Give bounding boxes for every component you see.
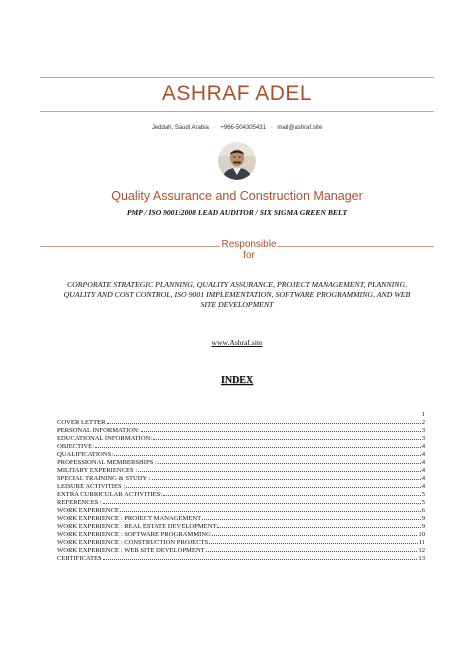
responsibilities-heading: Responsible for xyxy=(221,239,277,261)
toc-dot-leader xyxy=(209,539,417,544)
toc-entry-title: EXTRA CURRICULAR ACTIVITIES: xyxy=(57,491,163,498)
section-divider-right xyxy=(278,246,434,247)
toc-entry-page: 4 xyxy=(421,443,425,450)
website-line xyxy=(0,338,474,347)
toc-dot-leader xyxy=(95,443,421,448)
toc-entry[interactable] xyxy=(57,491,425,499)
toc-first-page-number: 1 xyxy=(421,411,425,418)
toc-dot-leader xyxy=(153,435,421,440)
contact-location: Jeddah, Saudi Arabia xyxy=(151,125,209,131)
toc-entry[interactable] xyxy=(57,419,425,427)
toc-entry-title: PERSONAL INFORMATION: xyxy=(57,427,140,434)
separator-icon: ◦ xyxy=(213,125,216,131)
toc-dot-leader xyxy=(212,531,418,536)
toc-entry-page: 4 xyxy=(421,451,425,458)
toc-entry[interactable] xyxy=(57,539,425,547)
toc-entry[interactable] xyxy=(57,451,425,459)
toc-entry-title: WORK EXPERIENCE : WEB SITE DEVELOPMENT xyxy=(57,547,205,554)
toc-entry[interactable] xyxy=(57,499,425,507)
toc-entry[interactable] xyxy=(57,467,425,475)
toc-entry-title: OBJECTIVE: xyxy=(57,443,94,450)
toc-dot-leader xyxy=(202,515,420,520)
profile-photo-image xyxy=(218,142,256,180)
toc-entry-page: 2 xyxy=(421,419,425,426)
toc-entry-title: COVER LETTER xyxy=(57,419,106,426)
toc-dot-leader xyxy=(120,507,421,512)
toc-dot-leader xyxy=(163,491,421,496)
toc-entry-page: 9 xyxy=(421,523,425,530)
toc-entry-page: 3 xyxy=(421,427,425,434)
toc-dot-leader xyxy=(138,467,421,472)
toc-entry-title: QUALIFICATIONS: xyxy=(57,451,114,458)
toc-entry-title: MILITARY EXPERIENCES : xyxy=(57,467,138,474)
toc-entry-title: PROFESSIONAL MEMBERSHIPS : xyxy=(57,459,157,466)
table-of-contents xyxy=(57,411,425,563)
toc-entry-title: WORK EXPERIENCE : SOFTWARE PROGRAMMING xyxy=(57,531,211,538)
toc-dot-leader xyxy=(217,523,420,528)
responsibilities-summary: CORPORATE STRATEGIC PLANNING, QUALITY ASSURANCE, PROJECT MANAGEMENT, PLANNING, QUALITY AND COST CONTROL, ISO 9001 IMPLEMENTATION, SOFTWARE PROGRAMMING, AND WEB SITE DEVELOPMENT xyxy=(63,280,411,309)
toc-entry[interactable] xyxy=(57,515,425,523)
toc-dot-leader xyxy=(103,499,421,504)
toc-entry-title: EDUCATIONAL INFORMATION: xyxy=(57,435,153,442)
certifications: PMP / ISO 9001:2008 LEAD AUDITOR / SIX SIGMA GREEN BELT xyxy=(126,208,348,217)
toc-dot-leader xyxy=(152,475,421,480)
toc-dot-leader xyxy=(158,459,421,464)
toc-dot-leader xyxy=(114,451,421,456)
toc-dot-leader xyxy=(141,427,421,432)
toc-entry-title: SPECIAL TRAINING & STUDY : xyxy=(57,475,151,482)
contact-email[interactable]: mail@ashraf.site xyxy=(277,125,323,131)
toc-entry[interactable] xyxy=(57,555,425,563)
toc-entry-page: 4 xyxy=(421,483,425,490)
toc-entry[interactable] xyxy=(57,427,425,435)
toc-entry-page: 6 xyxy=(421,507,425,514)
toc-entry-title: WORK EXPERIENCE : CONSTRUCTION PROJECTS xyxy=(57,539,209,546)
toc-entry-title: WORK EXPERIENCE : PROJECT MANAGEMENT xyxy=(57,515,202,522)
toc-entry-title: LEISURE ACTIVITIES : xyxy=(57,483,126,490)
toc-entry-page: 4 xyxy=(421,475,425,482)
section-divider-left xyxy=(40,246,220,247)
toc-entry-page: 5 xyxy=(421,491,425,498)
toc-entry-page: 10 xyxy=(418,531,425,538)
toc-entry[interactable] xyxy=(57,443,425,451)
profile-photo xyxy=(218,142,256,180)
job-title: Quality Assurance and Construction Manager xyxy=(111,189,363,203)
toc-entry[interactable] xyxy=(57,531,425,539)
header-top-rule xyxy=(40,77,434,78)
toc-entry[interactable] xyxy=(57,459,425,467)
toc-dot-leader xyxy=(103,555,418,560)
toc-entry-page: 4 xyxy=(421,467,425,474)
toc-entry[interactable] xyxy=(57,475,425,483)
toc-entry[interactable] xyxy=(57,523,425,531)
toc-entry-title: CERTIFICATES xyxy=(57,555,102,562)
toc-entry[interactable] xyxy=(57,435,425,443)
toc-entry-page: 9 xyxy=(421,515,425,522)
contact-phone: +966-504305431 xyxy=(220,125,266,131)
toc-entry-page: 5 xyxy=(421,499,425,506)
toc-entries xyxy=(57,419,425,563)
index-heading: INDEX xyxy=(220,375,254,386)
toc-entry[interactable] xyxy=(57,507,425,515)
toc-entry-title: WORK EXPERIENCE : REAL ESTATE DEVELOPMENT xyxy=(57,523,217,530)
toc-entry-page: 3 xyxy=(421,435,425,442)
toc-entry-page: 13 xyxy=(418,555,425,562)
candidate-name: ASHRAF ADEL xyxy=(161,82,313,105)
toc-dot-leader xyxy=(126,483,421,488)
separator-icon: ◦ xyxy=(270,125,273,131)
toc-dot-leader xyxy=(206,547,418,552)
toc-dot-leader xyxy=(107,419,421,424)
toc-entry-title: WORK EXPERIENCE xyxy=(57,507,120,514)
toc-entry[interactable] xyxy=(57,483,425,491)
toc-entry-page: 11 xyxy=(418,539,425,546)
header-bottom-rule xyxy=(40,111,434,112)
contact-line xyxy=(0,125,474,131)
toc-entry-page: 12 xyxy=(418,547,425,554)
website-link[interactable]: www.Ashraf.site xyxy=(211,338,263,347)
toc-entry[interactable] xyxy=(57,547,425,555)
toc-entry-title: REFERENCES : xyxy=(57,499,102,506)
toc-entry-page: 4 xyxy=(421,459,425,466)
